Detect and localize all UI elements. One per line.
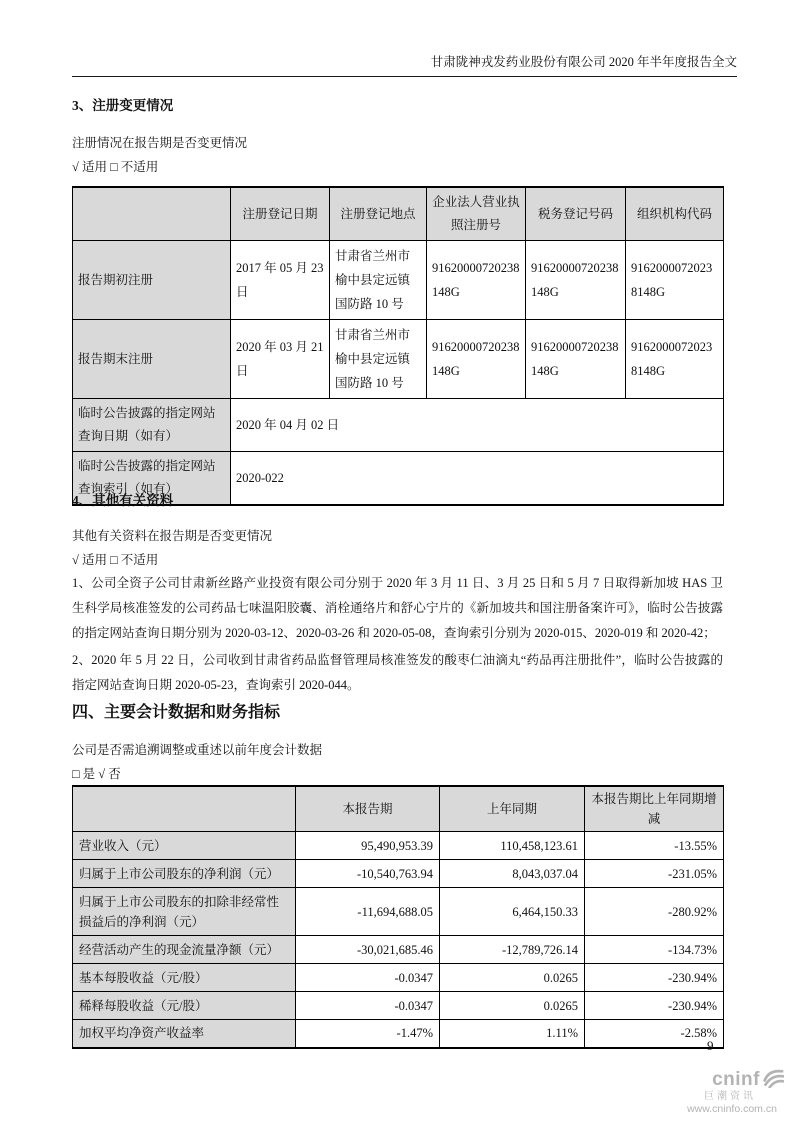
cell-current-period: -0.0347 — [296, 992, 440, 1020]
header-rule — [72, 76, 737, 77]
cell-current-period: -0.0347 — [296, 964, 440, 992]
cell-change: -230.94% — [585, 964, 724, 992]
cell-register-date: 2017 年 05 月 23 日 — [231, 241, 330, 320]
row-label: 基本每股收益（元/股） — [73, 964, 296, 992]
page-number: 9 — [707, 1038, 714, 1053]
header-cell: 本报告期 — [296, 786, 440, 832]
header-cell: 税务登记号码 — [526, 187, 626, 241]
paragraph: 1、公司全资子公司甘肃新丝路产业投资有限公司分别于 2020 年 3 月 11 日、3 月 25 日和 5 月 7 日取得新加坡 HAS 卫生科学局核准签发的公司药品七味温阳胶囊、消栓通络片和舒心宁片的《新加坡共和国注册备案许可》，临时公告披露的指定网站查询日期分别为 2020-03-12、2020-03-26 和 2020-05-08，查询索引分别为 2020-015、2020-019 和 2020-42； — [72, 576, 723, 640]
cninfo-logo-text: cninf — [712, 1068, 760, 1090]
cell-disclosure-index: 2020-022 — [231, 452, 724, 506]
cell-business-license-no: 91620000720238148G — [427, 241, 526, 320]
cell-change: -2.58% — [585, 1020, 724, 1048]
row-label: 报告期初注册 — [73, 241, 231, 320]
cell-change: -231.05% — [585, 860, 724, 888]
row-label: 归属于上市公司股东的净利润（元） — [73, 860, 296, 888]
row-label: 临时公告披露的指定网站查询索引（如有） — [73, 452, 231, 506]
cell-prior-period: -12,789,726.14 — [440, 936, 585, 964]
table-row — [73, 241, 724, 320]
section-main-applicability: □ 是 √ 否 — [72, 767, 121, 781]
header-cell: 注册登记日期 — [231, 187, 330, 241]
cell-prior-period: 6,464,150.33 — [440, 888, 585, 936]
table-row — [73, 320, 724, 399]
row-label: 临时公告披露的指定网站查询日期（如有） — [73, 399, 231, 452]
header-cell-empty — [73, 786, 296, 832]
cell-org-code: 91620000720238148G — [626, 241, 724, 320]
cell-prior-period: 0.0265 — [440, 964, 585, 992]
header-cell: 本报告期比上年同期增减 — [585, 786, 724, 832]
cninfo-logo — [676, 1068, 788, 1116]
cell-current-period: -11,694,688.05 — [296, 888, 440, 936]
cninfo-swirl-icon — [762, 1068, 784, 1091]
table-row — [73, 860, 724, 888]
table-row — [73, 1020, 724, 1048]
cell-change: -280.92% — [585, 888, 724, 936]
document-header-title: 甘肃陇神戎发药业股份有限公司 2020 年半年度报告全文 — [430, 55, 737, 69]
cell-register-place: 甘肃省兰州市榆中县定远镇国防路 10 号 — [330, 241, 427, 320]
table-row — [73, 399, 724, 452]
paragraph: 2、2020 年 5 月 22 日，公司收到甘肃省药品监督管理局核准签发的酸枣仁油滴丸“药品再注册批件”，临时公告披露的指定网站查询日期 2020-05-23，查询索引 2020-044。 — [72, 653, 723, 692]
cell-current-period: -1.47% — [296, 1020, 440, 1048]
cell-org-code: 91620000720238148G — [626, 320, 724, 399]
cninfo-logo-chinese: 巨潮资讯 — [704, 1091, 756, 1102]
table-header-row — [73, 187, 724, 241]
cell-prior-period: 1.11% — [440, 1020, 585, 1048]
cell-current-period: 95,490,953.39 — [296, 832, 440, 860]
cell-current-period: -30,021,685.46 — [296, 936, 440, 964]
row-label: 营业收入（元） — [73, 832, 296, 860]
table-row — [73, 992, 724, 1020]
registration-change-table — [72, 186, 724, 506]
cell-change: -134.73% — [585, 936, 724, 964]
header-cell: 上年同期 — [440, 786, 585, 832]
header-cell: 注册登记地点 — [330, 187, 427, 241]
row-label: 经营活动产生的现金流量净额（元） — [73, 936, 296, 964]
cell-tax-no: 91620000720238148G — [526, 320, 626, 399]
row-label: 加权平均净资产收益率 — [73, 1020, 296, 1048]
table-row — [73, 832, 724, 860]
table-header-row — [73, 786, 724, 832]
section-main-title: 四、主要会计数据和财务指标 — [72, 704, 281, 721]
header-cell: 企业法人营业执照注册号 — [427, 187, 526, 241]
cell-change: -230.94% — [585, 992, 724, 1020]
cell-business-license-no: 91620000720238148G — [427, 320, 526, 399]
cell-disclosure-date: 2020 年 04 月 02 日 — [231, 399, 724, 452]
cell-prior-period: 0.0265 — [440, 992, 585, 1020]
cell-tax-no: 91620000720238148G — [526, 241, 626, 320]
cell-prior-period: 110,458,123.61 — [440, 832, 585, 860]
section-3-title: 3、注册变更情况 — [72, 98, 174, 113]
cell-prior-period: 8,043,037.04 — [440, 860, 585, 888]
cell-register-date: 2020 年 03 月 21 日 — [231, 320, 330, 399]
row-label: 报告期末注册 — [73, 320, 231, 399]
table-row — [73, 936, 724, 964]
cninfo-logo-url: www.cninfo.com.cn — [687, 1103, 777, 1115]
header-cell-empty — [73, 187, 231, 241]
financial-indicators-table — [72, 785, 724, 1049]
header-cell: 组织机构代码 — [626, 187, 724, 241]
section-4-question: 其他有关资料在报告期是否变更情况 — [72, 529, 273, 543]
section-3-applicability: √ 适用 □ 不适用 — [72, 160, 159, 174]
section-4-paragraphs — [72, 571, 723, 698]
section-4-applicability: √ 适用 □ 不适用 — [72, 553, 159, 567]
section-4-title: 4、其他有关资料 — [72, 493, 174, 508]
row-label: 归属于上市公司股东的扣除非经常性损益后的净利润（元） — [73, 888, 296, 936]
table-row — [73, 888, 724, 936]
row-label: 稀释每股收益（元/股） — [73, 992, 296, 1020]
cell-register-place: 甘肃省兰州市榆中县定远镇国防路 10 号 — [330, 320, 427, 399]
section-3-question: 注册情况在报告期是否变更情况 — [72, 136, 248, 150]
cell-change: -13.55% — [585, 832, 724, 860]
cell-current-period: -10,540,763.94 — [296, 860, 440, 888]
table-row — [73, 964, 724, 992]
section-main-question: 公司是否需追溯调整或重述以前年度会计数据 — [72, 743, 323, 757]
